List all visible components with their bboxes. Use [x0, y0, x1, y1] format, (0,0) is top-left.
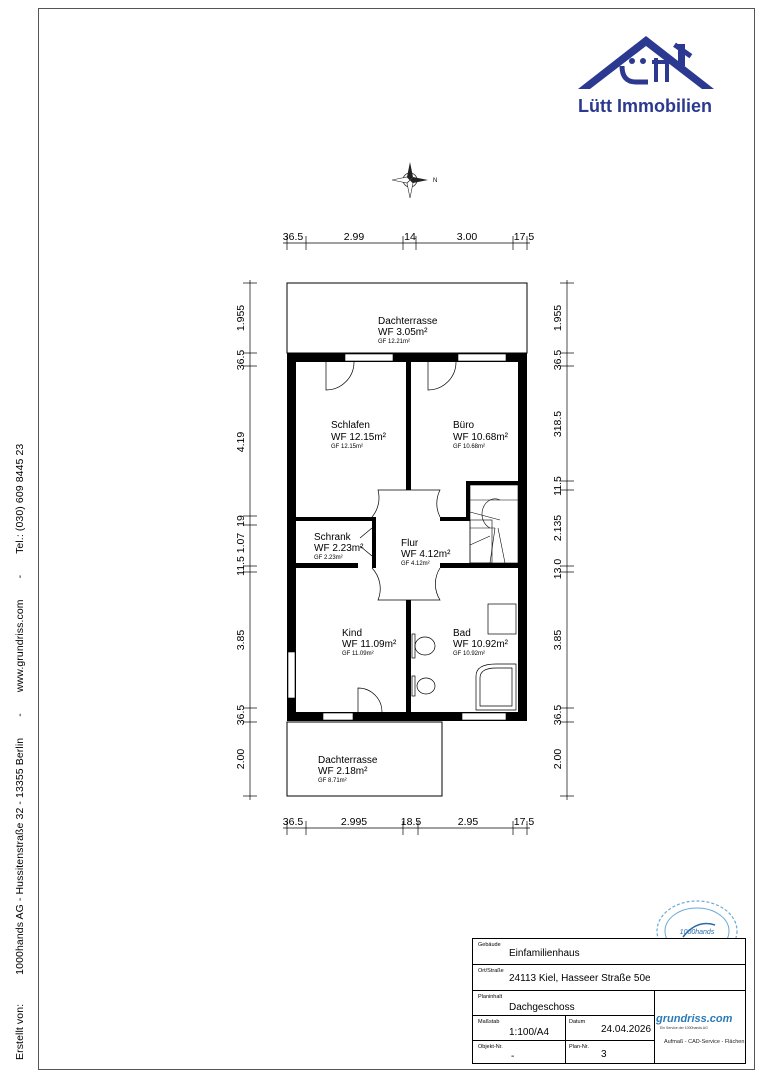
dim-left: 11.5 [235, 556, 247, 576]
svg-text:GF 12.15m²: GF 12.15m² [331, 444, 364, 450]
svg-text:Büro: Büro [453, 420, 475, 431]
dim-left: 36.5 [235, 704, 247, 726]
plan-label: Plan-Nr. [569, 1044, 589, 1050]
grundriss-services: Aufmaß - CAD-Service - Flächen [664, 1039, 745, 1045]
svg-text:WF 10.68m²: WF 10.68m² [453, 432, 509, 443]
dim-right: 2.00 [552, 748, 564, 770]
grundriss-brand: grundriss.com [656, 1013, 733, 1025]
dim-bottom: 36.5 [282, 816, 304, 828]
row-ort [473, 965, 745, 991]
gebaeude-label: Gebäude [478, 942, 501, 948]
dim-top: 14 [404, 231, 416, 243]
svg-text:GF 2.23m²: GF 2.23m² [314, 555, 343, 561]
svg-text:Schrank: Schrank [314, 532, 351, 543]
dim-labels-bottom [283, 816, 535, 828]
massstab-label: Maßstab [478, 1019, 500, 1025]
dim-right: 11.5 [552, 476, 564, 496]
room-dachterrasse-bottom [318, 755, 378, 784]
svg-text:WF 10.92m²: WF 10.92m² [453, 639, 509, 650]
dim-labels-top [283, 231, 535, 243]
datum-value: 24.04.2026 [601, 1024, 652, 1035]
dim-top: 3.00 [456, 231, 478, 243]
svg-text:Kind: Kind [342, 628, 363, 639]
room-dachterrasse-top [378, 316, 438, 345]
creator-label: Erstellt von: [14, 1003, 26, 1060]
row-massstab [473, 1016, 654, 1041]
bath-fixtures [412, 604, 516, 710]
svg-text:WF 12.15m²: WF 12.15m² [331, 432, 387, 443]
objekt-value: - [511, 1051, 515, 1062]
dim-bottom: 2.95 [457, 816, 479, 828]
staircase [470, 485, 518, 563]
room-schrank [314, 532, 364, 561]
dim-bottom: 18.5 [400, 816, 422, 828]
stamp-text: 1000hands [679, 929, 715, 936]
dim-right: 318.5 [552, 410, 564, 438]
title-block [472, 938, 746, 1064]
row-planinhalt [473, 991, 654, 1016]
dim-left: 36.5 [235, 349, 247, 371]
svg-text:GF 4.12m²: GF 4.12m² [401, 561, 430, 567]
svg-text:Bad: Bad [453, 628, 471, 639]
grundriss-brand-sub: Ein Service der 1000hands AG [660, 1026, 708, 1030]
planinhalt-value: Dachgeschoss [509, 1002, 575, 1013]
room-kind [342, 628, 397, 657]
creator-company: 1000hands AG - Hussitenstraße 32 - 13355 Berlin [14, 737, 26, 975]
svg-text:GF 10.68m²: GF 10.68m² [453, 444, 486, 450]
svg-text:WF 4.12m²: WF 4.12m² [401, 549, 451, 560]
dim-left: 2.00 [235, 748, 247, 770]
compass-north-label: N [433, 178, 438, 184]
svg-text:WF 11.09m²: WF 11.09m² [342, 639, 397, 650]
dim-right: 2.135 [552, 514, 564, 542]
dim-left: 3.85 [235, 629, 247, 651]
plan-value: 3 [601, 1049, 607, 1060]
massstab-value: 1:100/A4 [509, 1027, 550, 1038]
svg-text:GF 12.21m²: GF 12.21m² [378, 339, 411, 345]
row-objekt [473, 1041, 654, 1064]
dim-right: 36.5 [552, 349, 564, 371]
svg-text:GF 8.71m²: GF 8.71m² [318, 778, 347, 784]
dim-right: 36.5 [552, 704, 564, 726]
svg-text:Flur: Flur [401, 538, 419, 549]
dim-top: 2.99 [343, 231, 365, 243]
dim-labels-left [235, 305, 247, 770]
dim-left: 19 [235, 515, 247, 527]
dim-right: 1.955 [552, 304, 564, 332]
svg-text:WF 2.18m²: WF 2.18m² [318, 766, 368, 777]
svg-text:GF 10.92m²: GF 10.92m² [453, 651, 486, 657]
dim-right: 13.0 [552, 558, 564, 580]
creator-phone: Tel.: (030) 609 8445 23 [14, 443, 26, 554]
svg-text:Schlafen: Schlafen [331, 420, 370, 431]
creator-web: www.grundriss.com [14, 599, 26, 693]
svg-text:Dachterrasse: Dachterrasse [378, 316, 438, 327]
room-buero [453, 420, 509, 450]
company-name: Lütt Immobilien [578, 96, 712, 116]
row-gebaeude [473, 939, 745, 965]
objekt-label: Objekt-Nr. [478, 1044, 503, 1050]
dim-left: 4.19 [235, 431, 247, 453]
dim-left: 1.955 [235, 304, 247, 332]
gebaeude-value: Einfamilienhaus [509, 948, 580, 959]
ort-value: 24113 Kiel, Hasseer Straße 50e [509, 973, 651, 984]
creator-sep: - [14, 574, 26, 579]
dim-labels-right [552, 305, 564, 770]
svg-text:Dachterrasse: Dachterrasse [318, 755, 378, 766]
dim-bottom: 2.995 [340, 816, 368, 828]
dim-top: 17.5 [513, 231, 535, 243]
ort-label: Ort/Straße [478, 968, 504, 974]
room-flur [401, 538, 451, 567]
datum-label: Datum [569, 1019, 586, 1025]
svg-text:WF 3.05m²: WF 3.05m² [378, 327, 428, 338]
svg-text:WF 2.23m²: WF 2.23m² [314, 543, 364, 554]
planinhalt-label: Planinhalt [478, 994, 503, 1000]
dim-bottom: 17.5 [513, 816, 535, 828]
dim-right: 3.85 [552, 629, 564, 651]
dim-left: 1.07 [235, 532, 247, 554]
room-bad [453, 628, 509, 657]
dim-top: 36.5 [282, 231, 304, 243]
creator-sep: - [14, 713, 26, 717]
room-schlafen [331, 420, 387, 450]
svg-text:GF 11.09m²: GF 11.09m² [342, 651, 374, 657]
